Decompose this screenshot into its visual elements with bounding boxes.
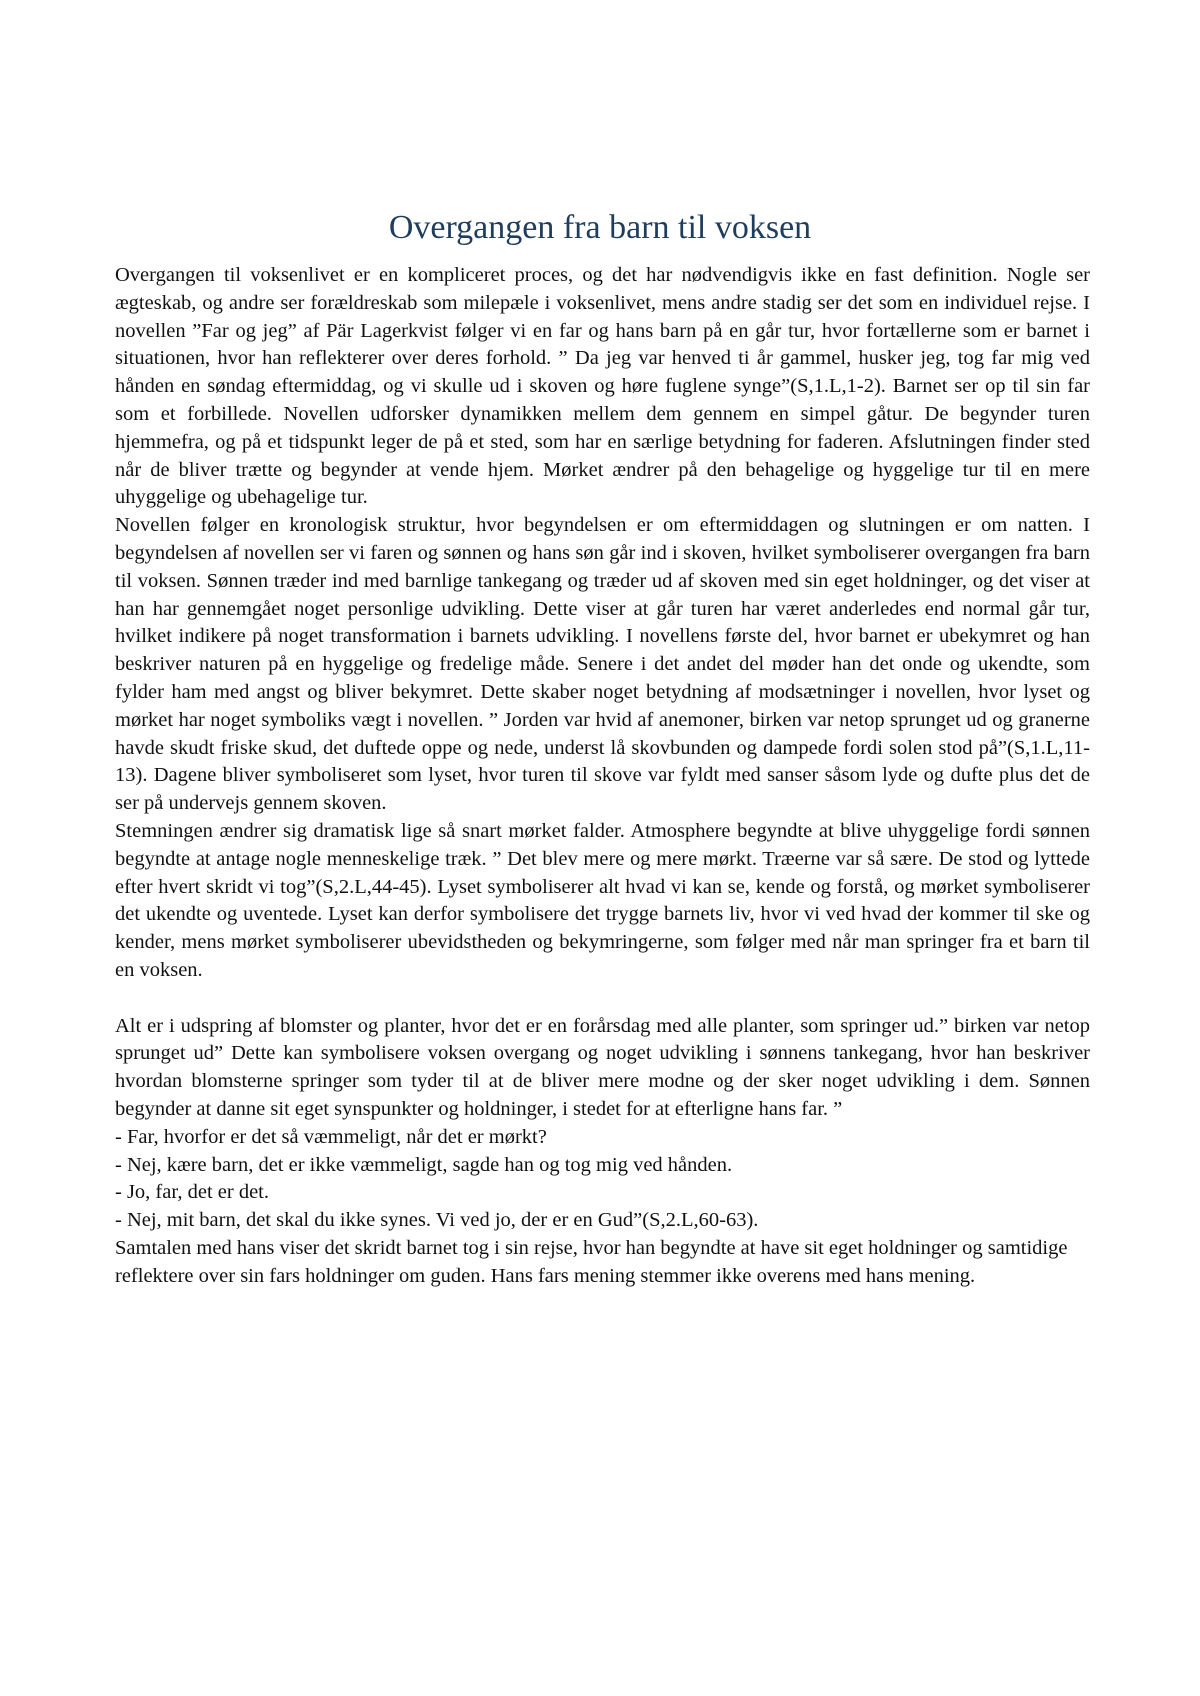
paragraph-4: Alt er i udspring af blomster og planter, hvor det er en forårsdag med alle planter, som springer ud.” birken var netop sprunget ud” Dette kan symbolisere voksen overgang og noget udvikling i sønnens tankegang, hvor han beskriver hvordan blomsterne springer som tyder til at de bliver mere modne og der sker noget udvikling i dem. Sønnen begynder at danne sit eget synspunkter og holdninger, i stedet for at efterligne hans far. ”	[115, 1014, 1090, 1120]
paragraph-2: Novellen følger en kronologisk struktur, hvor begyndelsen er om eftermiddagen og slutningen er om natten. I begyndelsen af novellen ser vi faren og sønnen og hans søn går ind i skoven, hvilket symboliserer overgangen fra barn til voksen. Sønnen træder ind med barnlige tankegang og træder ud af skoven med sin eget holdninger, og det viser at han har gennemgået noget personlige udvikling. Dette viser at går turen har været anderledes end normal går tur, hvilket indikere på noget transformation i barnets udvikling. I novellens første del, hvor barnet er ubekymret og han beskriver naturen på en hyggelige og fredelige måde. Senere i det andet del møder han det onde og ukendte, som fylder ham med angst og bliver bekymret. Dette skaber noget betydning af modsætninger i novellen, hvor lyset og mørket har noget symboliks vægt i novellen. ” Jorden var hvid af anemoner, birken var netop sprunget ud og granerne havde skudt friske skud, det duftede oppe og nede, underst lå skovbunden og dampede fordi solen stod på”(S,1.L,11-13). Dagene bliver symboliseret som lyset, hvor turen til skove var fyldt med sanser såsom lyde og dufte plus det de ser på undervejs gennem skoven.	[115, 514, 1090, 815]
dialogue-line-3: - Jo, far, det er det.	[115, 1181, 270, 1204]
document-body	[115, 262, 1090, 1290]
dialogue-line-2: - Nej, kære barn, det er ikke væmmeligt, sagde han og tog mig ved hånden.	[115, 1153, 733, 1176]
paragraph-1: Overgangen til voksenlivet er en kompliceret proces, og det har nødvendigvis ikke en fast definition. Nogle ser ægteskab, og andre ser forældreskab som milepæle i voksenlivet, mens andre stadig ser det som en individuel rejse. I novellen ”Far og jeg” af Pär Lagerkvist følger vi en far og hans barn på en går tur, hvor fortællerne som er barnet i situationen, hvor han reflekterer over deres forhold. ” Da jeg var henved ti år gammel, husker jeg, tog far mig ved hånden en søndag eftermiddag, og vi skulle ud i skoven og høre fuglene synge”(S,1.L,1-2). Barnet ser op til sin far som et forbillede. Novellen udforsker dynamikken mellem dem gennem en simpel gåtur. De begynder turen hjemmefra, og på et tidspunkt leger de på et sted, som har en særlige betydning for faderen. Afslutningen finder sted når de bliver trætte og begynder at vende hjem. Mørket ændrer på den behagelige og hyggelige tur til en mere uhyggelige og ubehagelige tur.	[115, 264, 1090, 509]
document-title: Overgangen fra barn til voksen	[388, 209, 812, 246]
paragraph-spacer	[115, 985, 1090, 1013]
dialogue-line-1: - Far, hvorfor er det så væmmeligt, når det er mørkt?	[115, 1125, 547, 1148]
dialogue-line-4: - Nej, mit barn, det skal du ikke synes. Vi ved jo, der er en Gud”(S,2.L,60-63).	[115, 1209, 759, 1232]
paragraph-3: Stemningen ændrer sig dramatisk lige så snart mørket falder. Atmosphere begyndte at blive uhyggelige fordi sønnen begyndte at antage nogle menneskelige træk. ” Det blev mere og mere mørkt. Træerne var så sære. De stod og lyttede efter hvert skridt vi tog”(S,2.L,44-45). Lyset symboliserer alt hvad vi kan se, kende og forstå, og mørket symboliserer det ukendte og uventede. Lyset kan derfor symbolisere det trygge barnets liv, hvor vi ved hvad der kommer til ske og kender, mens mørket symboliserer ubevidstheden og bekymringerne, som følger med når man springer fra et barn til en voksen.	[115, 819, 1090, 981]
closing-paragraph: Samtalen med hans viser det skridt barnet tog i sin rejse, hvor han begyndte at have sit eget holdninger og samtidige reflektere over sin fars holdninger om guden. Hans fars mening stemmer ikke overens med hans mening.	[115, 1236, 1068, 1287]
